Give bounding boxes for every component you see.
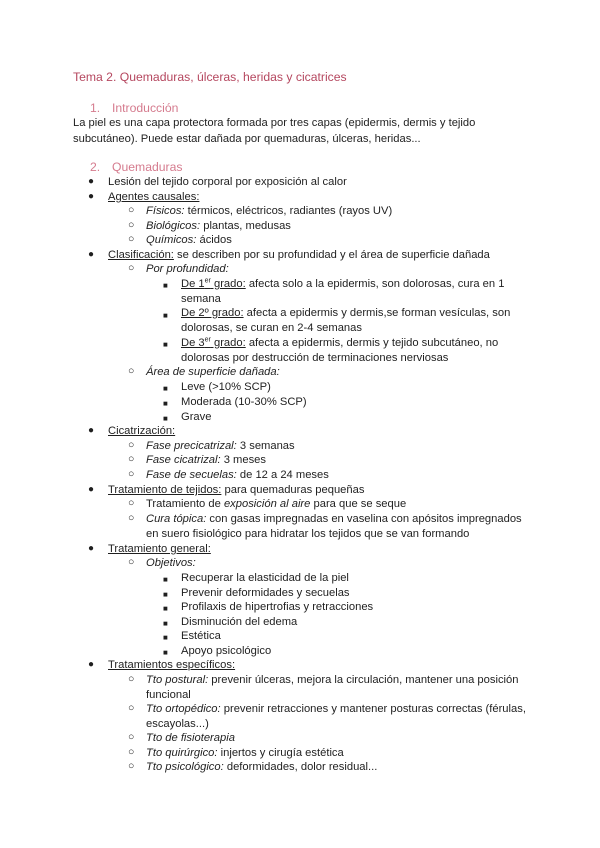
bullet-icon: ●	[88, 249, 95, 260]
item-italic: exposición al aire	[223, 498, 311, 510]
bullet-icon: ●	[88, 484, 95, 495]
label-part: grado:	[210, 337, 246, 349]
item-text: ácidos	[196, 234, 232, 246]
bullet-icon: ■	[163, 340, 168, 349]
bullet-icon: ○	[128, 497, 135, 509]
section-heading-intro	[90, 101, 178, 115]
item-text: Tratamiento de	[146, 498, 224, 510]
bullet-icon: ○	[128, 468, 135, 480]
list-item	[146, 746, 546, 761]
bullet-icon: ●	[88, 176, 95, 187]
list-heading: Cicatrización:	[108, 425, 176, 437]
item-label: Fase precicatrizal:	[146, 440, 237, 452]
bullet-icon: ●	[88, 425, 95, 436]
bullet-icon: ●	[88, 659, 95, 670]
list-item	[146, 760, 546, 775]
list-item	[146, 204, 546, 219]
item-label: Cura tópica:	[146, 513, 207, 525]
item-label: Fase cicatrizal:	[146, 454, 221, 466]
bullet-icon: ○	[128, 760, 135, 772]
bullet-icon: ○	[128, 233, 135, 245]
item-text: dolorosas por destrucción de terminaciones nerviosas	[181, 352, 449, 364]
bullet-icon: ○	[128, 512, 135, 524]
bullet-icon: ○	[128, 439, 135, 451]
item-label: Químicos:	[146, 234, 197, 246]
bullet-icon: ○	[128, 673, 135, 685]
list-heading: Tratamientos específicos:	[108, 659, 236, 671]
bullet-icon: ■	[163, 575, 168, 584]
intro-line: subcutáneo). Puede estar dañada por quemaduras, úlceras, heridas...	[73, 133, 421, 145]
label-superscript: er	[204, 336, 211, 344]
section-number: 2.	[90, 160, 101, 174]
bullet-icon: ■	[163, 633, 168, 642]
item-text: injertos y cirugía estética	[217, 747, 344, 759]
list-item	[181, 277, 531, 307]
bullet-icon: ■	[163, 414, 168, 423]
list-item: Moderada (10-30% SCP)	[181, 396, 307, 408]
bullet-icon: ○	[128, 453, 135, 465]
item-text: afecta solo a la epidermis, son dolorosas, cura en 1	[245, 278, 505, 290]
bullet-icon: ○	[128, 262, 135, 274]
bullet-icon: ○	[128, 731, 135, 743]
sublist-heading: Objetivos:	[146, 557, 196, 569]
section-label: Quemaduras	[112, 160, 183, 174]
list-item	[146, 673, 546, 703]
item-text: en suero fisiológico para hidratar los tejidos que se van formando	[146, 528, 470, 540]
item-text: afecta a epidermis, dermis y tejido subcutáneo, no	[245, 337, 499, 349]
item-text: se describen por su profundidad y el área de superficie dañada	[173, 249, 490, 261]
item-label: Tto quirúrgico:	[146, 747, 218, 759]
list-item: Profilaxis de hipertrofias y retracciones	[181, 601, 374, 613]
sublist-heading: Por profundidad:	[146, 263, 229, 275]
list-item: Tto de fisioterapia	[146, 732, 235, 744]
item-text: con gasas impregnadas en vaselina con apósitos impregnados	[206, 513, 522, 525]
section-number: 1.	[90, 101, 101, 115]
item-text: para quemaduras pequeñas	[221, 484, 365, 496]
item-text: escayolas...)	[146, 718, 209, 730]
list-item	[181, 306, 531, 336]
bullet-icon: ○	[128, 746, 135, 758]
list-item: Prevenir deformidades y secuelas	[181, 587, 350, 599]
bullet-icon: ■	[163, 384, 168, 393]
item-label: Fase de secuelas:	[146, 469, 237, 481]
item-text: de 12 a 24 meses	[236, 469, 329, 481]
intro-line: La piel es una capa protectora formada por tres capas (epidermis, dermis y tejido	[73, 117, 476, 129]
list-item	[146, 439, 546, 454]
label-part: De 3	[181, 337, 205, 349]
bullet-icon: ■	[163, 604, 168, 613]
section-heading-burns	[90, 160, 182, 174]
list-heading: Tratamiento de tejidos:	[108, 484, 222, 496]
list-item: Lesión del tejido corporal por exposición al calor	[108, 176, 347, 188]
item-label: Tto ortopédico:	[146, 703, 221, 715]
list-item: Apoyo psicológico	[181, 645, 272, 657]
label-part: grado:	[210, 278, 246, 290]
item-label: Físicos:	[146, 205, 185, 217]
list-item: Disminución del edema	[181, 616, 298, 628]
item-text: térmicos, eléctricos, radiantes (rayos UV)	[184, 205, 393, 217]
list-item: Recuperar la elasticidad de la piel	[181, 572, 349, 584]
item-label: De 2º grado:	[181, 307, 244, 319]
bullet-icon: ○	[128, 556, 135, 568]
bullet-icon: ○	[128, 219, 135, 231]
list-item	[146, 497, 546, 512]
item-text: afecta a epidermis y dermis,se forman vesículas, son	[243, 307, 511, 319]
bullet-icon: ●	[88, 543, 95, 554]
bullet-icon: ○	[128, 365, 135, 377]
page-title: Tema 2. Quemaduras, úlceras, heridas y cicatrices	[73, 70, 347, 84]
list-item	[146, 468, 546, 483]
item-label: Tto psicológico:	[146, 761, 224, 773]
list-item: Estética	[181, 630, 221, 642]
list-item	[108, 483, 548, 498]
item-text: dolorosas, se curan en 2-4 semanas	[181, 322, 362, 334]
list-heading: Agentes causales:	[108, 191, 200, 203]
item-text: 3 semanas	[236, 440, 295, 452]
item-text: funcional	[146, 689, 191, 701]
bullet-icon: ■	[163, 311, 168, 320]
list-item	[146, 219, 546, 234]
item-text: 3 meses	[220, 454, 266, 466]
bullet-icon: ■	[163, 399, 168, 408]
bullet-icon: ■	[163, 648, 168, 657]
list-heading: Clasificación:	[108, 249, 174, 261]
list-item	[108, 248, 548, 263]
label-part: De 1	[181, 278, 205, 290]
item-label: Biológicos:	[146, 220, 201, 232]
list-item	[146, 233, 546, 248]
list-item: Grave	[181, 411, 212, 423]
sublist-heading: Área de superficie dañada:	[146, 366, 280, 378]
section-label: Introducción	[112, 101, 179, 115]
item-text: plantas, medusas	[200, 220, 291, 232]
intro-paragraph	[73, 115, 543, 147]
bullet-icon: ■	[163, 281, 168, 290]
item-text: prevenir úlceras, mejora la circulación, mantener una posición	[208, 674, 519, 686]
item-text: deformidades, dolor residual...	[223, 761, 378, 773]
item-label: Tto postural:	[146, 674, 209, 686]
bullet-icon: ○	[128, 702, 135, 714]
label-superscript: er	[204, 277, 211, 285]
item-text: prevenir retracciones y mantener posturas correctas (férulas,	[220, 703, 526, 715]
bullet-icon: ●	[88, 191, 95, 202]
item-label	[181, 278, 246, 290]
bullet-icon: ■	[163, 619, 168, 628]
item-text: semana	[181, 293, 221, 305]
item-label	[181, 337, 246, 349]
item-text: para que se seque	[310, 498, 407, 510]
bullet-icon: ■	[163, 590, 168, 599]
bullet-icon: ○	[128, 204, 135, 216]
list-heading: Tratamiento general:	[108, 543, 211, 555]
list-item	[181, 336, 531, 366]
list-item	[146, 453, 546, 468]
list-item: Leve (>10% SCP)	[181, 381, 271, 393]
list-item	[146, 512, 546, 542]
list-item	[146, 702, 546, 732]
